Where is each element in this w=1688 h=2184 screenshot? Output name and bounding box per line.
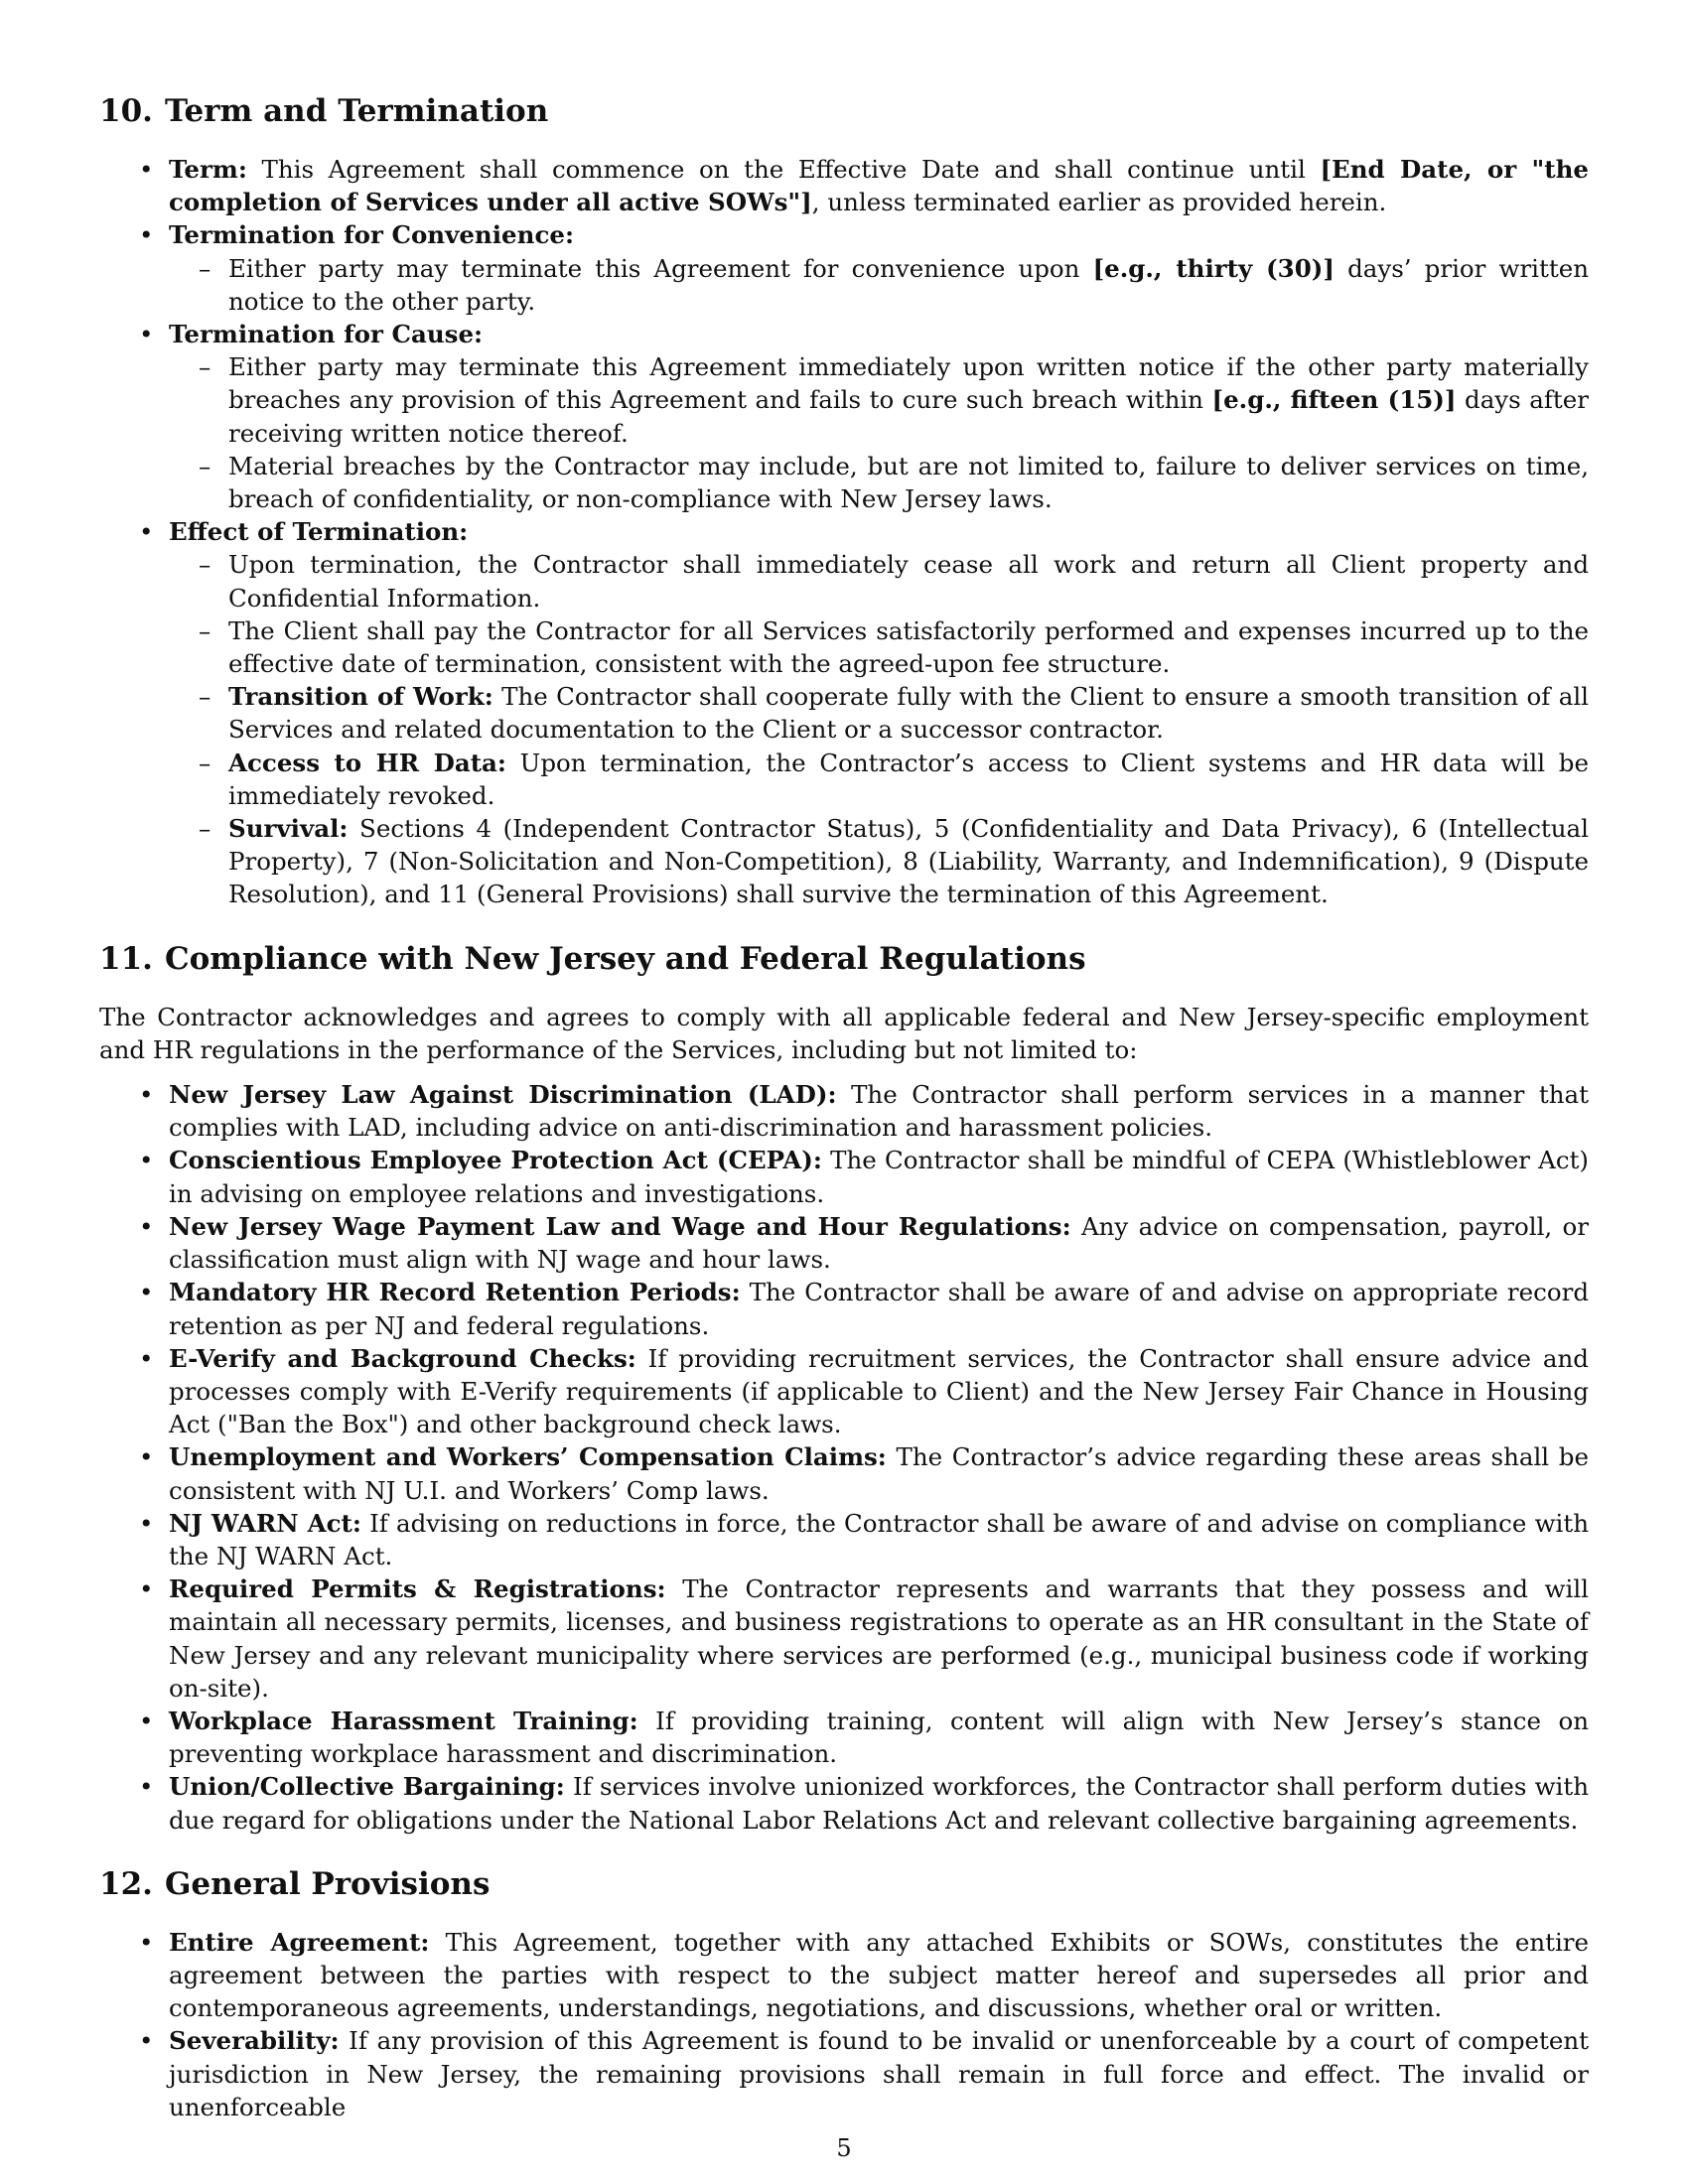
list-item <box>99 1210 1589 1276</box>
list-item-cause <box>99 318 1589 515</box>
item-label: Unemployment and Workers’ Compensation Claims: <box>169 1442 887 1472</box>
section-title: Compliance with New Jersey and Federal Regulations <box>164 940 1086 977</box>
item-text: The Contractor shall cooperate fully with the Client to ensure a smooth transition of all Services and related documentation to the Client or a successor contractor. <box>228 682 1589 745</box>
section-intro: The Contractor acknowledges and agrees to comply with all applicable federal and New Jersey-specific employment and HR regulations in the performance of the Services, including but not limited to: <box>99 1002 1589 1064</box>
section-number: 12. <box>99 1865 153 1902</box>
item-text: If services involve unionized workforces, the Contractor shall perform duties with due regard for obligations under the National Labor Relations Act and relevant collective bargaining agreements. <box>169 1772 1590 1835</box>
item-text: This Agreement, together with any attached Exhibits or SOWs, constitutes the entire agreement between the parties with respect to the subject matter hereof and supersedes all prior and contemporaneous agreements, understandings, negotiations, and discussions, whether oral or written. <box>169 1927 1589 2023</box>
list-item-effect <box>99 515 1589 910</box>
item-label: Termination for Convenience: <box>169 220 575 250</box>
section-title: Term and Termination <box>164 93 549 129</box>
placeholder-text: [End Date, or "the completion of Services under all active SOWs"] <box>169 155 1589 217</box>
item-text: The Contractor shall be mindful of CEPA (Whistleblower Act) in advising on employee relations and investigations. <box>169 1146 1589 1208</box>
list-item <box>99 1276 1589 1341</box>
item-text: If any provision of this Agreement is found to be invalid or unenforceable by a court of competent jurisdiction in New Jersey, the remaining provisions shall remain in full force and effect. The invalid or unenforceable <box>169 2026 1589 2121</box>
item-text: The Contractor shall be aware of and advise on appropriate record retention as per NJ and federal regulations. <box>169 1278 1589 1340</box>
placeholder-text: [e.g., fifteen (15)] <box>1211 385 1457 415</box>
list-item <box>99 1770 1589 1836</box>
sub-list <box>169 350 1589 515</box>
list-item <box>99 1705 1589 1770</box>
sub-item: – Upon termination, the Contractor shall immediately cease all work and return all Client property and Confidential Information. <box>169 548 1589 614</box>
document-page <box>99 91 1589 2151</box>
bullet-list <box>99 1078 1589 1837</box>
section-title: General Provisions <box>164 1865 491 1902</box>
item-label: NJ WARN Act: <box>169 1508 361 1538</box>
item-label: Survival: <box>228 814 349 844</box>
section-11 <box>99 939 1589 1837</box>
sub-item: – Material breaches by the Contractor may include, but are not limited to, failure to deliver services on time, breach of confidentiality, or non-compliance with New Jersey laws. <box>169 450 1589 515</box>
page-number: 5 <box>836 2134 852 2162</box>
list-item <box>99 2024 1589 2123</box>
section-heading <box>99 1864 1589 1904</box>
list-item-convenience <box>99 218 1589 318</box>
item-label: Workplace Harassment Training: <box>169 1706 638 1735</box>
list-item <box>99 1078 1589 1144</box>
item-label: New Jersey Wage Payment Law and Wage and Hour Regulations: <box>169 1211 1071 1241</box>
item-text: Either party may terminate this Agreement immediately upon written notice if the other party materially breaches any provision of this Agreement and fails to cure such breach within <box>228 352 1589 415</box>
item-label: Entire Agreement: <box>169 1927 430 1957</box>
list-item <box>99 1507 1589 1572</box>
section-12 <box>99 1864 1589 2123</box>
list-item <box>99 1144 1589 1209</box>
item-text: , unless terminated earlier as provided herein. <box>811 188 1387 217</box>
sub-item <box>169 252 1589 318</box>
section-heading <box>99 939 1589 979</box>
item-label: Severability: <box>169 2026 340 2056</box>
item-text: The Contractor represents and warrants that they possess and will maintain all necessary permits, licenses, and business registrations to operate as an HR consultant in the State of New Jersey and any relevant municipality where services are performed (e.g., municipal business code if working on-site). <box>169 1574 1590 1703</box>
item-label: Effect of Termination: <box>169 517 469 547</box>
list-item <box>99 1440 1589 1506</box>
item-text: Any advice on compensation, payroll, or classification must align with NJ wage and hour laws. <box>169 1211 1589 1275</box>
sub-list <box>169 548 1589 910</box>
sub-item: – The Client shall pay the Contractor for all Services satisfactorily performed and expenses incurred up to the effective date of termination, consistent with the agreed-upon fee structure. <box>169 614 1589 680</box>
sub-item <box>169 680 1589 746</box>
item-text: Upon termination, the Contractor’s access to Client systems and HR data will be immediately revoked. <box>228 748 1589 810</box>
sub-item <box>169 812 1589 911</box>
item-label: Transition of Work: <box>228 682 493 712</box>
item-label: Access to HR Data: <box>228 748 506 777</box>
item-text: If advising on reductions in force, the Contractor shall be aware of and advise on compliance with the NJ WARN Act. <box>169 1508 1590 1570</box>
placeholder-text: [e.g., thirty (30)] <box>1092 253 1335 283</box>
bullet-list <box>99 1926 1589 2123</box>
item-label: Union/Collective Bargaining: <box>169 1772 565 1802</box>
item-label: Mandatory HR Record Retention Periods: <box>169 1278 741 1307</box>
item-text: If providing recruitment services, the Contractor shall ensure advice and processes comply with E-Verify requirements (if applicable to Client) and the New Jersey Fair Chance in Housing Act ("Ban the Box") and other background check laws. <box>169 1343 1589 1439</box>
section-number: 11. <box>99 940 153 977</box>
item-label: New Jersey Law Against Discrimination (LAD): <box>169 1080 837 1110</box>
item-label: Conscientious Employee Protection Act (CEPA): <box>169 1146 822 1175</box>
item-label: Termination for Cause: <box>169 320 484 349</box>
sub-item <box>169 350 1589 450</box>
item-text: The Contractor shall perform services in a manner that complies with LAD, including advice on anti-discrimination and harassment policies. <box>169 1080 1590 1143</box>
list-item <box>99 1926 1589 2025</box>
list-item <box>99 1572 1589 1705</box>
item-text: This Agreement shall commence on the Effective Date and shall continue until <box>246 155 1321 184</box>
list-item <box>99 1342 1589 1441</box>
list-item-term <box>99 153 1589 218</box>
item-text: days after receiving written notice thereof. <box>228 385 1589 448</box>
sub-list <box>169 252 1589 318</box>
item-text: Sections 4 (Independent Contractor Status), 5 (Confidentiality and Data Privacy), 6 (Intellectual Property), 7 (Non-Solicitation and Non-Competition), 8 (Liability, Warranty, and Indemnification), 9 (Dispute Resolution), and 11 (General Provisions) shall survive the termination of this Agreement. <box>228 814 1589 909</box>
item-text: If providing training, content will align with New Jersey’s stance on preventing workplace harassment and discrimination. <box>169 1706 1589 1769</box>
section-10 <box>99 91 1589 911</box>
item-text: Either party may terminate this Agreement for convenience upon <box>228 253 1093 283</box>
section-number: 10. <box>99 93 153 129</box>
item-label: Required Permits & Registrations: <box>169 1574 666 1604</box>
section-heading <box>99 91 1589 131</box>
item-label: Term: <box>169 155 247 184</box>
item-text: days’ prior written notice to the other party. <box>228 253 1589 316</box>
bullet-list <box>99 153 1589 911</box>
item-label: E-Verify and Background Checks: <box>169 1343 636 1373</box>
item-text: The Contractor’s advice regarding these areas shall be consistent with NJ U.I. and Workers’ Comp laws. <box>169 1442 1589 1505</box>
sub-item <box>169 747 1589 812</box>
